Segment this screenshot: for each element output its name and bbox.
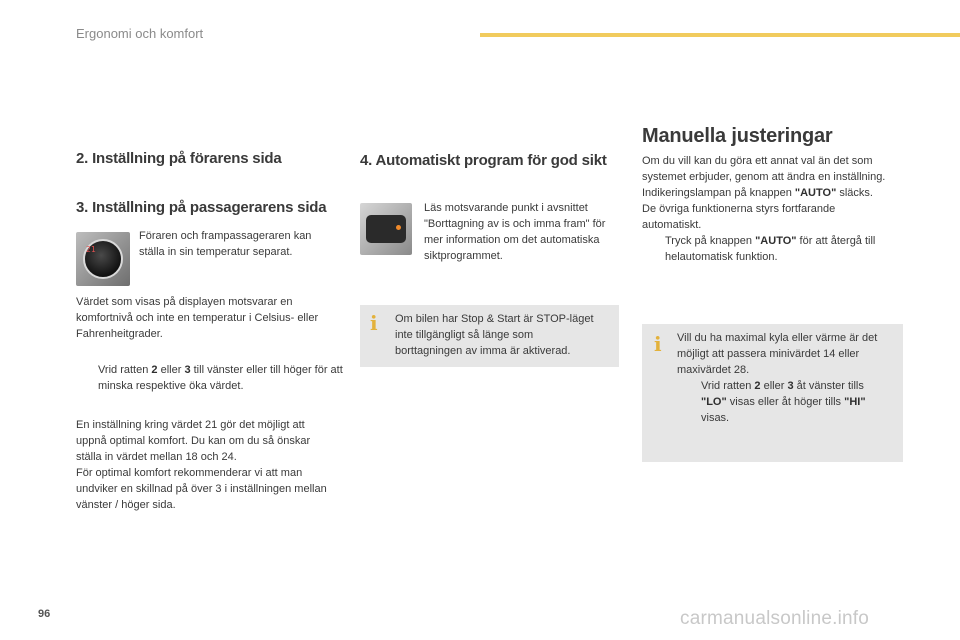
- difference-recommendation-text: För optimal komfort rekommenderar vi att man undviker en skillnad på över 3 i inställningen mellan vänster / höger sida.: [76, 467, 327, 511]
- page-number: 96: [38, 608, 51, 620]
- section-2-heading: 2. Inställning på förarens sida: [76, 150, 282, 167]
- chapter-title: Ergonomi och komfort: [76, 26, 204, 41]
- display-value-text: Värdet som visas på displayen motsvarar en komfortnivå och inte en temperatur i Celsius- eller Fahrenheitgrader.: [76, 296, 319, 340]
- max-cooling-info-text: Vill du ha maximal kyla eller värme är det möjligt att passera minivärdet 14 eller maxivärdet 28.: [677, 332, 878, 376]
- indicator-led-icon: [396, 225, 401, 230]
- section-3-heading: 3. Inställning på passagerarens sida: [76, 199, 327, 216]
- info-icon: i: [370, 311, 378, 335]
- manual-adjustments-heading: Manuella justeringar: [642, 125, 833, 147]
- section-4-text: Läs motsvarande punkt i avsnittet "Borttagning av is och imma fram" för mer information om det automatiska siktprogrammet.: [424, 202, 606, 262]
- watermark: carmanualsonline.info: [680, 608, 870, 629]
- stop-start-info-box: [360, 305, 619, 367]
- defrost-button-image: [360, 203, 412, 255]
- header-accent-bar: [480, 33, 960, 37]
- temperature-control-image: [76, 232, 130, 286]
- info-icon: i: [654, 332, 662, 356]
- stop-start-info-text: Om bilen har Stop & Start är STOP-läget inte tillgängligt så länge som borttagningen av imma är aktiverad.: [395, 313, 594, 357]
- manual-adjustments-text: Om du vill kan du göra ett annat val än det som systemet erbjuder, genom att ändra en inställning. Indikeringslampan på knappen "AUTO" släcks. De övriga funktionerna styrs fortfarande automatiskt.: [642, 155, 886, 231]
- section-3-intro: Föraren och frampassageraren kan ställa in sin temperatur separat.: [139, 230, 312, 258]
- optimal-comfort-text: En inställning kring värdet 21 gör det möjligt att uppnå optimal komfort. Du kan om du så önskar ställa in värdet mellan 18 och 24.: [76, 419, 311, 463]
- temperature-display-reading: 21: [86, 245, 96, 254]
- max-cooling-info-box: i Vill du ha maximal kyla eller värme är det möjligt att passera minivärdet 14 eller maxivärdet 28. Vrid ratten 2 eller 3 åt vänster tills "LO" visas eller åt höger tills "HI" visas.: [642, 324, 903, 462]
- section-4-heading: 4. Automatiskt program för god sikt: [360, 152, 607, 169]
